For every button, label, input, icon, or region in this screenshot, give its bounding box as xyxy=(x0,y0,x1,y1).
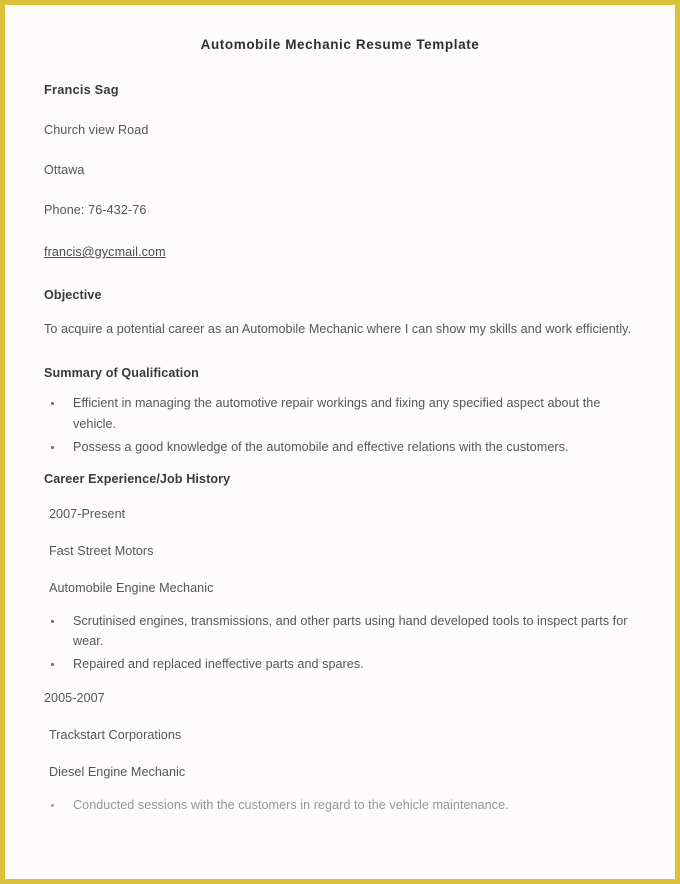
section-heading-career: Career Experience/Job History xyxy=(44,471,231,486)
contact-city: Ottawa xyxy=(44,163,85,177)
contact-address: Church view Road xyxy=(44,123,149,137)
section-heading-summary: Summary of Qualification xyxy=(44,366,199,381)
job-company: Fast Street Motors xyxy=(49,543,154,558)
list-item: Repaired and replaced ineffective parts and spares. xyxy=(44,654,636,674)
applicant-name: Francis Sag xyxy=(44,82,119,97)
contact-email-row xyxy=(44,243,636,261)
list-item: Scrutinised engines, transmissions, and other parts using hand developed tools to inspect parts for wear. xyxy=(44,611,636,652)
job-duty-list xyxy=(44,611,636,675)
job-entry xyxy=(44,507,636,675)
job-dates: 2007-Present xyxy=(49,506,126,521)
page-title: Automobile Mechanic Resume Template xyxy=(200,37,480,52)
list-item: Conducted sessions with the customers in regard to the vehicle maintenance. xyxy=(44,795,636,815)
job-role: Diesel Engine Mechanic xyxy=(49,764,186,779)
list-item: Possess a good knowledge of the automobile and effective relations with the customers. xyxy=(44,437,636,457)
contact-email-link[interactable]: francis@gycmail.com xyxy=(44,245,166,259)
resume-sheet xyxy=(10,10,670,874)
contact-phone: Phone: 76-432-76 xyxy=(44,203,147,217)
job-entry xyxy=(44,691,636,815)
job-role: Automobile Engine Mechanic xyxy=(49,580,214,595)
job-duty-list xyxy=(44,795,636,815)
section-heading-objective: Objective xyxy=(44,288,102,302)
summary-bullet-list xyxy=(44,393,636,457)
job-dates: 2005-2007 xyxy=(44,690,105,705)
job-company: Trackstart Corporations xyxy=(49,727,182,742)
objective-text: To acquire a potential career as an Automobile Mechanic where I can show my skills and work efficiently. xyxy=(44,322,632,336)
list-item: Efficient in managing the automotive repair workings and fixing any specified aspect about the vehicle. xyxy=(44,393,636,434)
